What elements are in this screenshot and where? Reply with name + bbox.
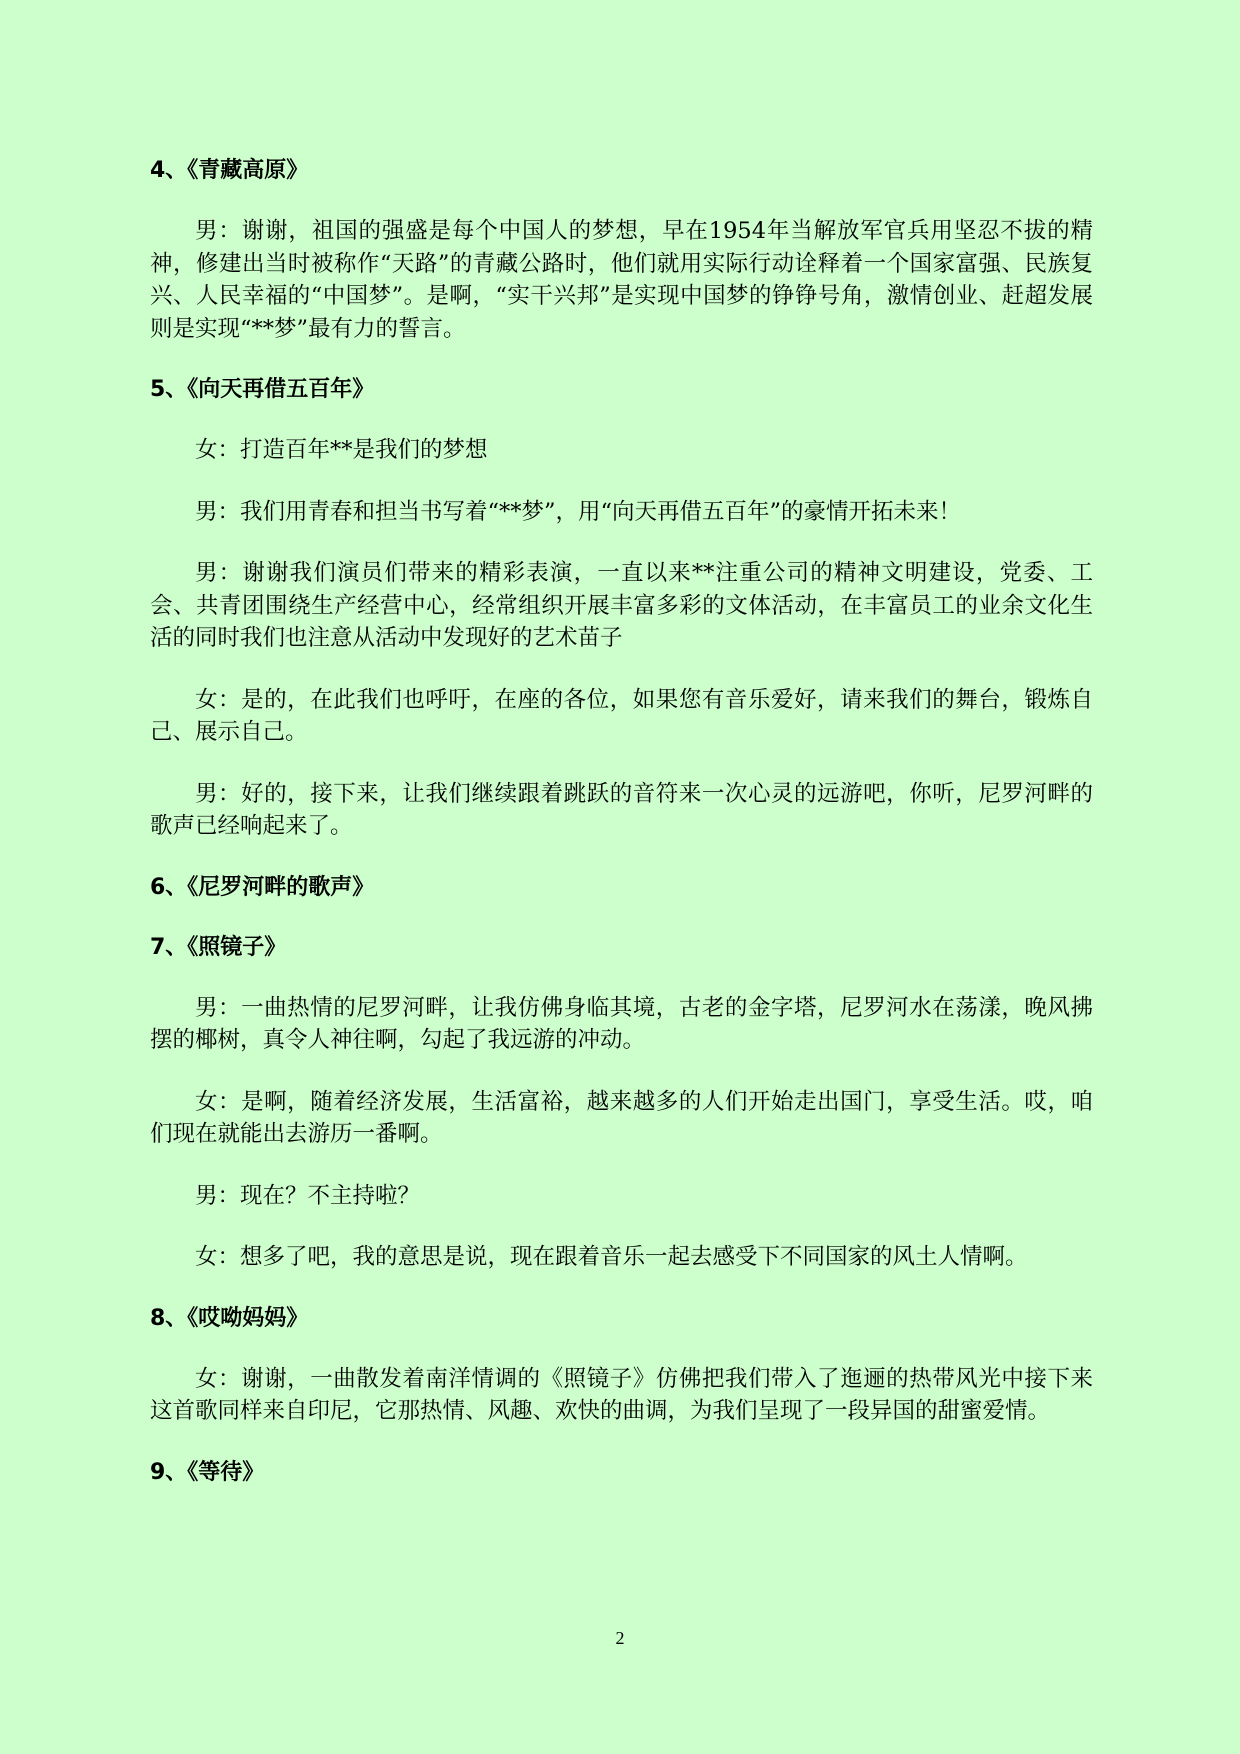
section-heading: 9、《等待》: [150, 1459, 265, 1485]
paragraph: 女：想多了吧，我的意思是说，现在跟着音乐一起去感受下不同国家的风土人情啊。: [195, 1244, 1028, 1270]
paragraph: 女：谢谢，一曲散发着南洋情调的《照镜子》仿佛把我们带入了迤逦的热带风光中接下来这首歌同样来自印尼，它那热情、风趣、欢快的曲调，为我们呈现了一段异国的甜蜜爱情。: [150, 1365, 1093, 1424]
section-heading: 8、《哎呦妈妈》: [150, 1305, 309, 1331]
paragraph: 女：打造百年**是我们的梦想: [195, 437, 488, 463]
section-heading: 5、《向天再借五百年》: [150, 377, 375, 402]
paragraph: 男：谢谢我们演员们带来的精彩表演，一直以来**注重公司的精神文明建设，党委、工会、共青团围绕生产经营中心，经常组织开展丰富多彩的文体活动，在丰富员工的业余文化生活的同时我们也注意从活动中发现好的艺术苗子: [150, 560, 1093, 651]
paragraph: 男：谢谢，祖国的强盛是每个中国人的梦想，早在1954年当解放军官兵用坚忍不拔的精神，修建出当时被称作“天路”的青藏公路时，他们就用实际行动诠释着一个国家富强、民族复兴、人民幸福的“中国梦”。是啊，“实干兴邦”是实现中国梦的铮铮号角，激情创业、赶超发展则是实现“**梦”最有力的誓言。: [150, 218, 1093, 342]
paragraph: 男：好的，接下来，让我们继续跟着跳跃的音符来一次心灵的远游吧，你听，尼罗河畔的歌声已经响起来了。: [150, 780, 1093, 839]
section-heading: 7、《照镜子》: [150, 934, 287, 960]
section-heading: 4、《青藏高原》: [150, 158, 309, 183]
document-body: [150, 155, 1093, 1517]
section-heading: 6、《尼罗河畔的歌声》: [150, 874, 375, 900]
paragraph: 女：是啊，随着经济发展，生活富裕，越来越多的人们开始走出国门，享受生活。哎，咱们现在就能出去游历一番啊。: [150, 1088, 1093, 1147]
paragraph: 男：一曲热情的尼罗河畔，让我仿佛身临其境，古老的金字塔，尼罗河水在荡漾，晚风拂摆的椰树，真令人神往啊，勾起了我远游的冲动。: [150, 994, 1093, 1053]
page-number: 2: [615, 1628, 625, 1648]
paragraph: 女：是的，在此我们也呼吁，在座的各位，如果您有音乐爱好，请来我们的舞台，锻炼自己、展示自己。: [150, 686, 1093, 745]
paragraph: 男：我们用青春和担当书写着“**梦”，用“向天再借五百年”的豪情开拓未来！: [195, 498, 962, 525]
paragraph: 男：现在？不主持啦？: [195, 1182, 421, 1209]
